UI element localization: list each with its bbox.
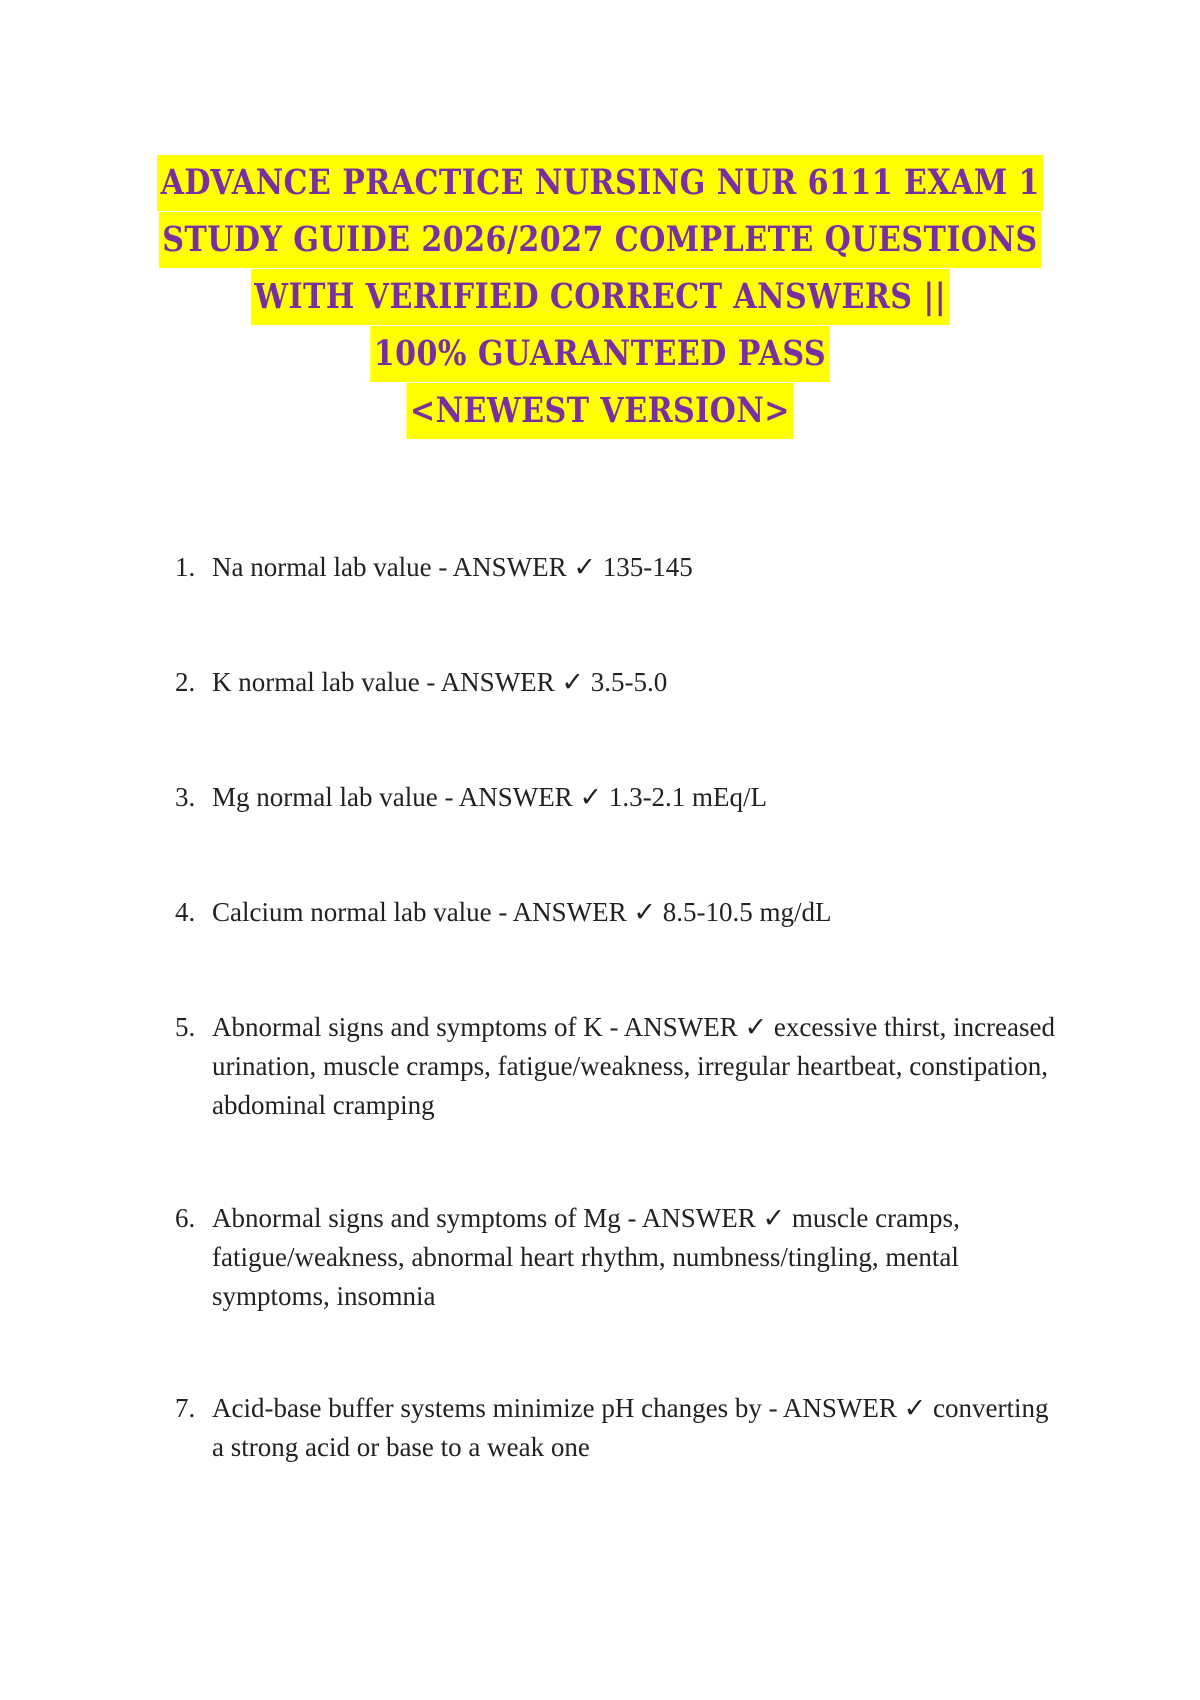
item-text: K normal lab value - ANSWER ✓ 3.5-5.0 [212, 667, 668, 697]
item-number: 7. [175, 1393, 196, 1423]
list-item [175, 1008, 1055, 1125]
item-text: Abnormal signs and symptoms of Mg - ANSWER ✓ muscle cramps, fatigue/weakness, abnormal heart rhythm, numbness/tingling, mental symptoms, insomnia [212, 1203, 960, 1311]
document-title [0, 155, 1200, 440]
item-number: 6. [175, 1203, 196, 1233]
list-item [175, 778, 1055, 817]
title-line-2: STUDY GUIDE 2026/2027 COMPLETE QUESTIONS [159, 212, 1041, 268]
title-line-3: WITH VERIFIED CORRECT ANSWERS || [251, 269, 950, 325]
item-text: Mg normal lab value - ANSWER ✓ 1.3-2.1 mEq/L [212, 782, 768, 812]
title-line-4: 100% GUARANTEED PASS [370, 326, 829, 382]
title-line-1: ADVANCE PRACTICE NURSING NUR 6111 EXAM 1 [157, 155, 1043, 211]
item-number: 3. [175, 782, 196, 812]
item-number: 1. [175, 552, 196, 582]
item-number: 2. [175, 667, 196, 697]
item-number: 5. [175, 1012, 196, 1042]
item-text: Abnormal signs and symptoms of K - ANSWER ✓ excessive thirst, increased urination, muscle cramps, fatigue/weakness, irregular heartbeat, constipation, abdominal cramping [212, 1012, 1055, 1120]
list-item [175, 1199, 1055, 1316]
title-line-5: <NEWEST VERSION> [407, 383, 794, 439]
item-number: 4. [175, 897, 196, 927]
list-item [175, 548, 1055, 587]
item-text: Acid-base buffer systems minimize pH changes by - ANSWER ✓ converting a strong acid or base to a weak one [212, 1393, 1049, 1462]
item-text: Calcium normal lab value - ANSWER ✓ 8.5-10.5 mg/dL [212, 897, 832, 927]
list-item [175, 893, 1055, 932]
list-item [175, 1389, 1055, 1467]
item-text: Na normal lab value - ANSWER ✓ 135-145 [212, 552, 693, 582]
list-item [175, 663, 1055, 702]
